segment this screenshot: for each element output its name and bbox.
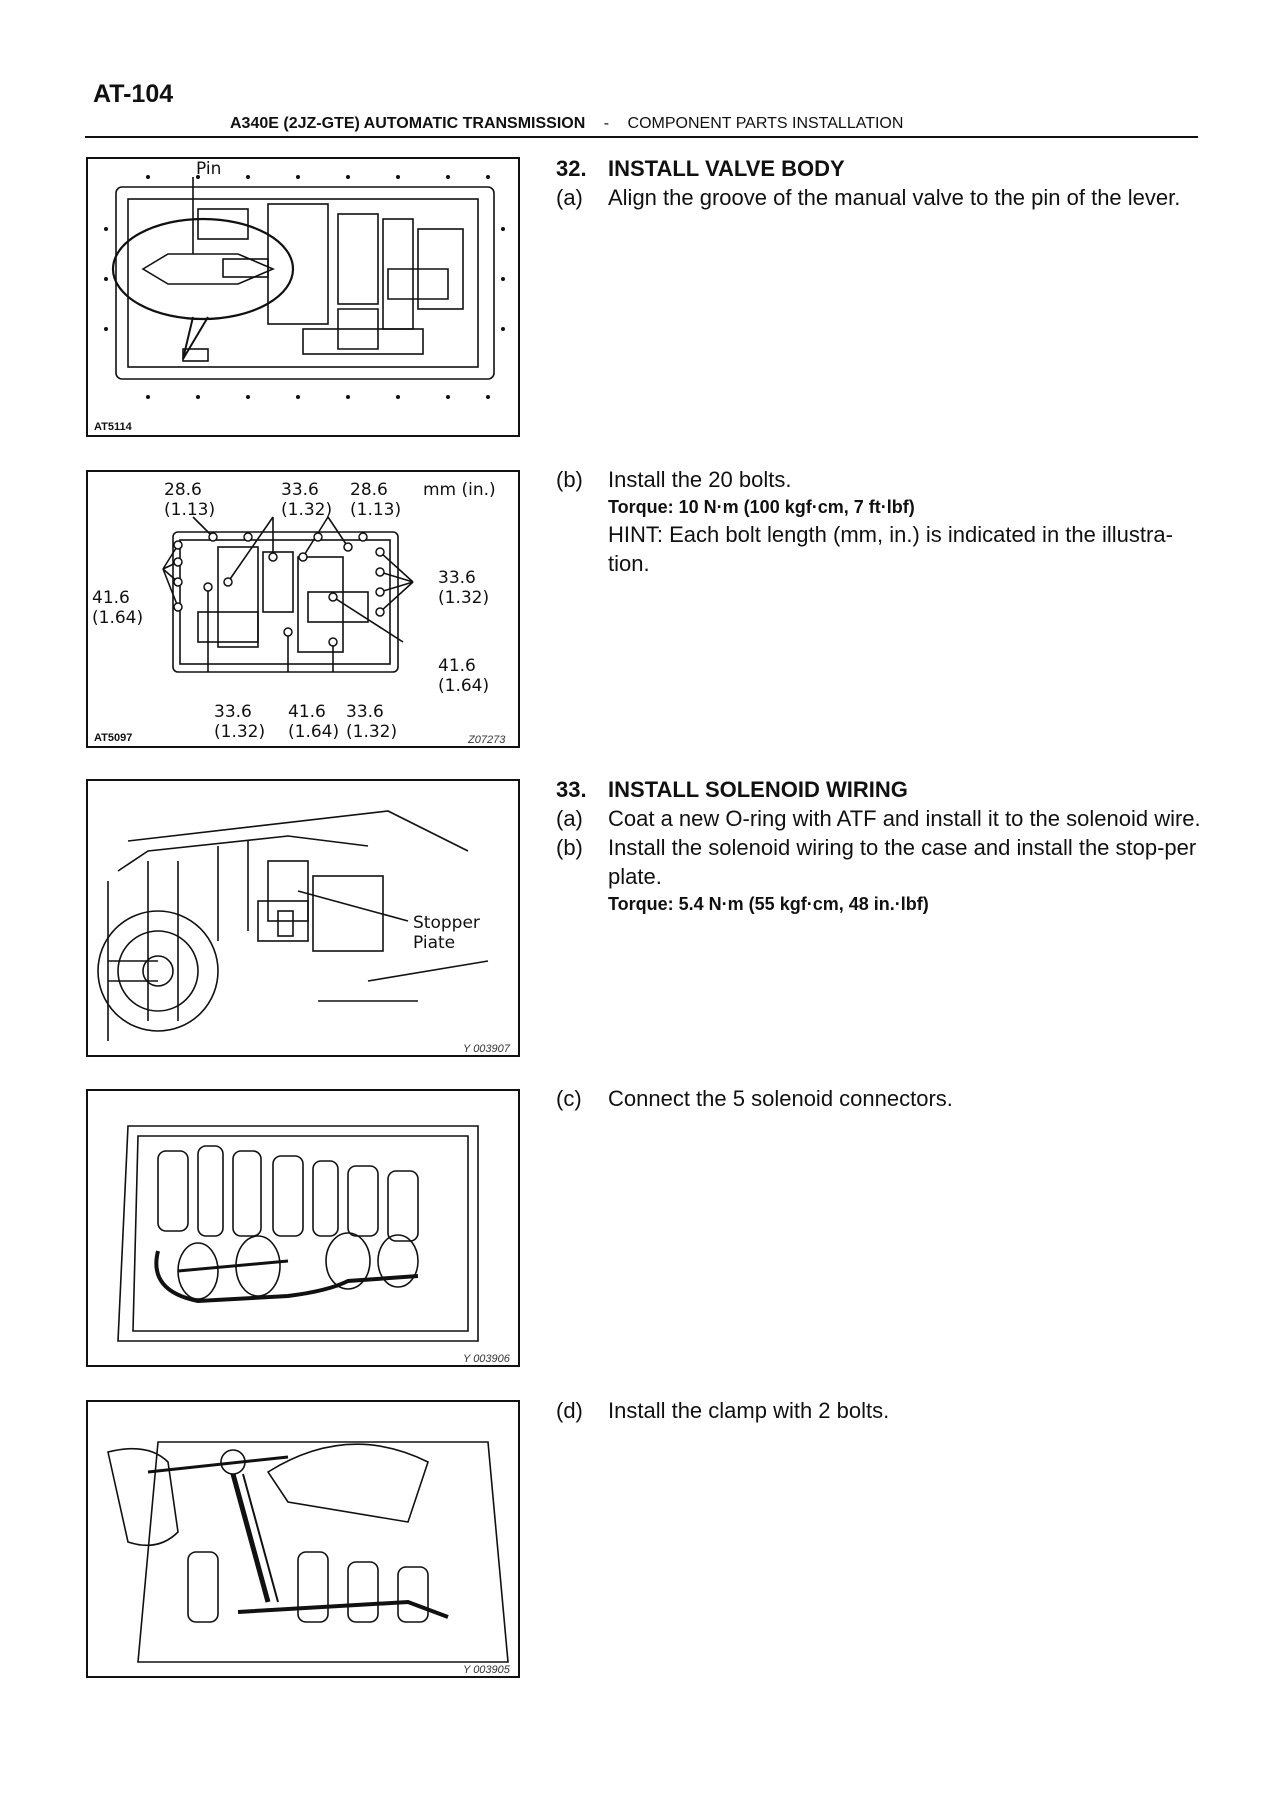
step-number: 32.	[556, 156, 587, 181]
torque-spec	[556, 891, 1206, 917]
step-33c-block	[556, 1084, 1206, 1113]
label-33-6-top: 33.6 (1.32)	[281, 480, 333, 520]
figure-stopper-plate	[86, 779, 520, 1057]
valve-body-pin-illustration	[88, 159, 520, 437]
header-title: A340E (2JZ-GTE) AUTOMATIC TRANSMISSION	[230, 115, 586, 132]
label-28-6-right: 28.6 (1.13)	[350, 480, 402, 520]
step-33a	[556, 804, 1206, 833]
step-33c	[556, 1084, 1206, 1113]
figure-valve-body-pin	[86, 157, 520, 437]
substep-text: Connect the 5 solenoid connectors.	[608, 1086, 953, 1111]
torque-text: Torque: 10 N·m (100 kgf·cm, 7 ft·lbf)	[608, 497, 915, 517]
substep-label: (d)	[556, 1398, 583, 1423]
figure-code: Y 003905	[463, 1664, 510, 1676]
substep-text: Coat a new O-ring with ATF and install it to the solenoid wire.	[608, 806, 1201, 831]
pin-label: Pin	[196, 159, 222, 179]
step-32-block	[556, 154, 1206, 212]
step-33-block	[556, 775, 1206, 917]
figure-code: Y 003907	[463, 1043, 510, 1055]
stopper-plate-label: Stopper Piate	[413, 913, 480, 953]
label-33-6-bottom-left: 33.6 (1.32)	[214, 702, 266, 742]
solenoid-connectors-illustration	[88, 1091, 520, 1367]
torque-spec	[556, 494, 1206, 520]
label-33-6-right: 33.6 (1.32)	[438, 568, 490, 608]
figure-id: AT5114	[94, 421, 132, 433]
step-33d-block	[556, 1396, 1206, 1425]
figure-code: Z07273	[468, 734, 506, 746]
substep-label: (b)	[556, 835, 583, 860]
figure-clamp-bolts	[86, 1400, 520, 1678]
substep-text: Align the groove of the manual valve to the pin of the lever.	[608, 185, 1181, 210]
label-41-6-left: 41.6 (1.64)	[92, 588, 144, 628]
substep-label: (a)	[556, 806, 583, 831]
header-separator: -	[603, 115, 610, 132]
torque-text: Torque: 5.4 N·m (55 kgf·cm, 48 in.·lbf)	[608, 894, 929, 914]
hint-text: HINT: Each bolt length (mm, in.) is indicated in the illustra-tion.	[608, 522, 1173, 576]
label-41-6-bottom: 41.6 (1.64)	[288, 702, 340, 742]
hint	[556, 520, 1206, 578]
step-33d	[556, 1396, 1206, 1425]
label-33-6-bottom-right: 33.6 (1.32)	[346, 702, 398, 742]
step-title: INSTALL VALVE BODY	[608, 156, 845, 181]
clamp-bolts-illustration	[88, 1402, 520, 1678]
step-33b	[556, 833, 1206, 891]
step-32b-block	[556, 465, 1206, 578]
step-32b	[556, 465, 1206, 494]
header-rule	[85, 136, 1198, 138]
step-33-heading	[556, 775, 1206, 804]
label-41-6-right: 41.6 (1.64)	[438, 656, 490, 696]
label-28-6-left: 28.6 (1.13)	[164, 480, 216, 520]
figure-bolt-lengths	[86, 470, 520, 748]
substep-label: (c)	[556, 1086, 582, 1111]
figure-solenoid-connectors	[86, 1089, 520, 1367]
substep-text: Install the solenoid wiring to the case and install the stop-per plate.	[608, 835, 1197, 889]
substep-text: Install the 20 bolts.	[608, 467, 792, 492]
substep-label: (a)	[556, 185, 583, 210]
running-header	[230, 115, 903, 133]
substep-text: Install the clamp with 2 bolts.	[608, 1398, 890, 1423]
step-title: INSTALL SOLENOID WIRING	[608, 777, 908, 802]
step-32-heading	[556, 154, 1206, 183]
figure-id: AT5097	[94, 732, 133, 744]
step-32a	[556, 183, 1206, 212]
figure-code: Y 003906	[463, 1353, 510, 1365]
unit-label: mm (in.)	[423, 480, 496, 500]
page-number: AT-104	[93, 80, 174, 108]
substep-label: (b)	[556, 467, 583, 492]
header-subtitle: COMPONENT PARTS INSTALLATION	[627, 115, 904, 132]
step-number: 33.	[556, 777, 587, 802]
